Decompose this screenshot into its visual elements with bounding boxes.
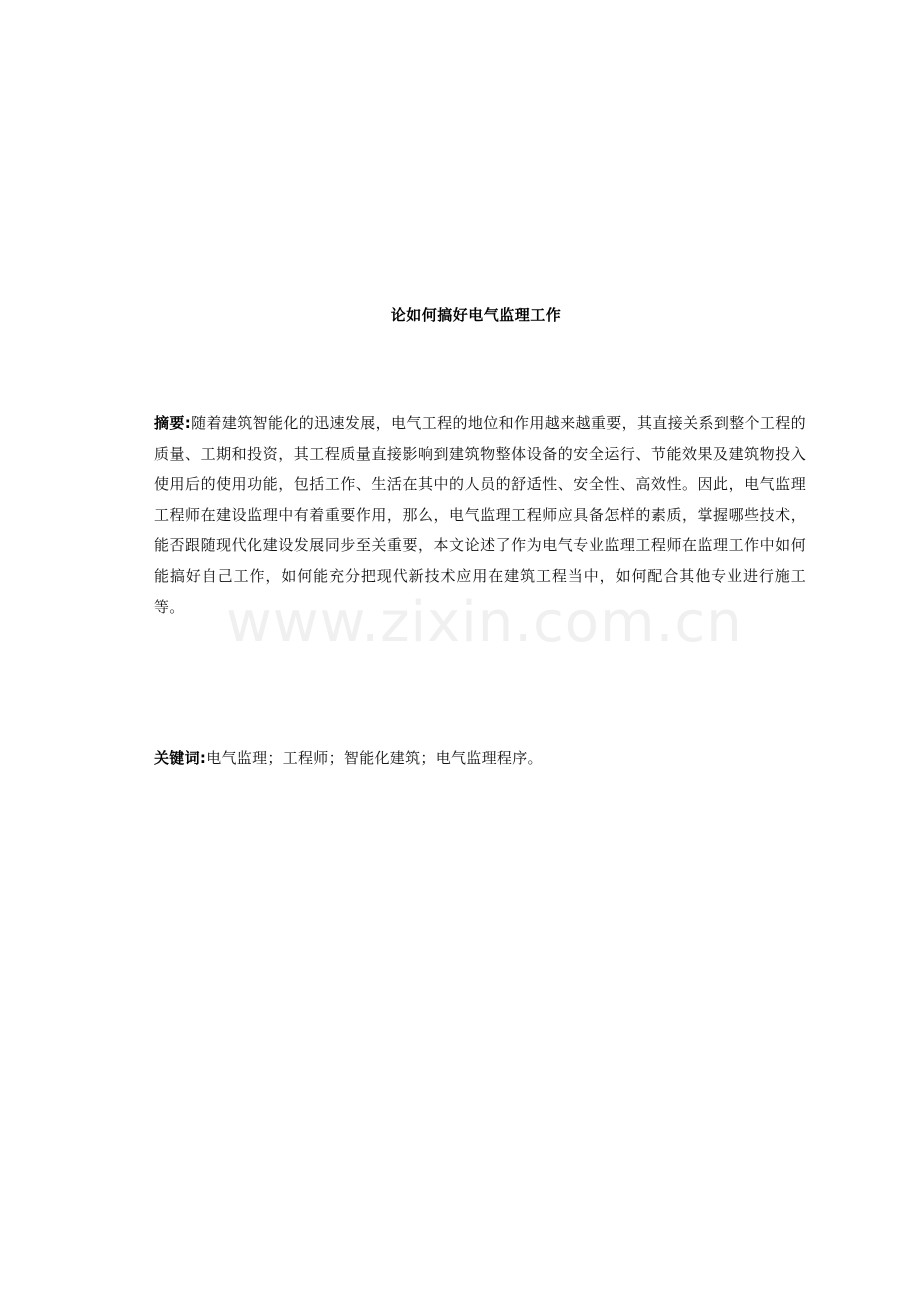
- document-title: 论如何搞好电气监理工作: [390, 306, 562, 324]
- abstract-label: 摘要:: [154, 414, 192, 432]
- abstract-text: 随着建筑智能化的迅速发展，电气工程的地位和作用越来越重要，其直接关系到整个工程的质量、工期和投资，其工程质量直接影响到建筑物整体设备的安全运行、节能效果及建筑物投入使用后的使用功能，包括工作、生活在其中的人员的舒适性、安全性、高效性。因此，电气监理工程师在建设监理中有着重要作用，那么，电气监理工程师应具备怎样的素质，掌握哪些技术，能否跟随现代化建设发展同步至关重要，本文论述了作为电气专业监理工程师在监理工作中如何能搞好自己工作，如何能充分把现代新技术应用在建筑工程当中，如何配合其他专业进行施工等。: [154, 414, 806, 616]
- watermark: www.zixin.com.cn: [226, 590, 743, 655]
- keywords-paragraph: [154, 743, 806, 773]
- keywords-label: 关键词:: [154, 749, 207, 767]
- keywords-text: 电气监理；工程师；智能化建筑；电气监理程序。: [206, 749, 543, 767]
- abstract-paragraph: [154, 408, 806, 622]
